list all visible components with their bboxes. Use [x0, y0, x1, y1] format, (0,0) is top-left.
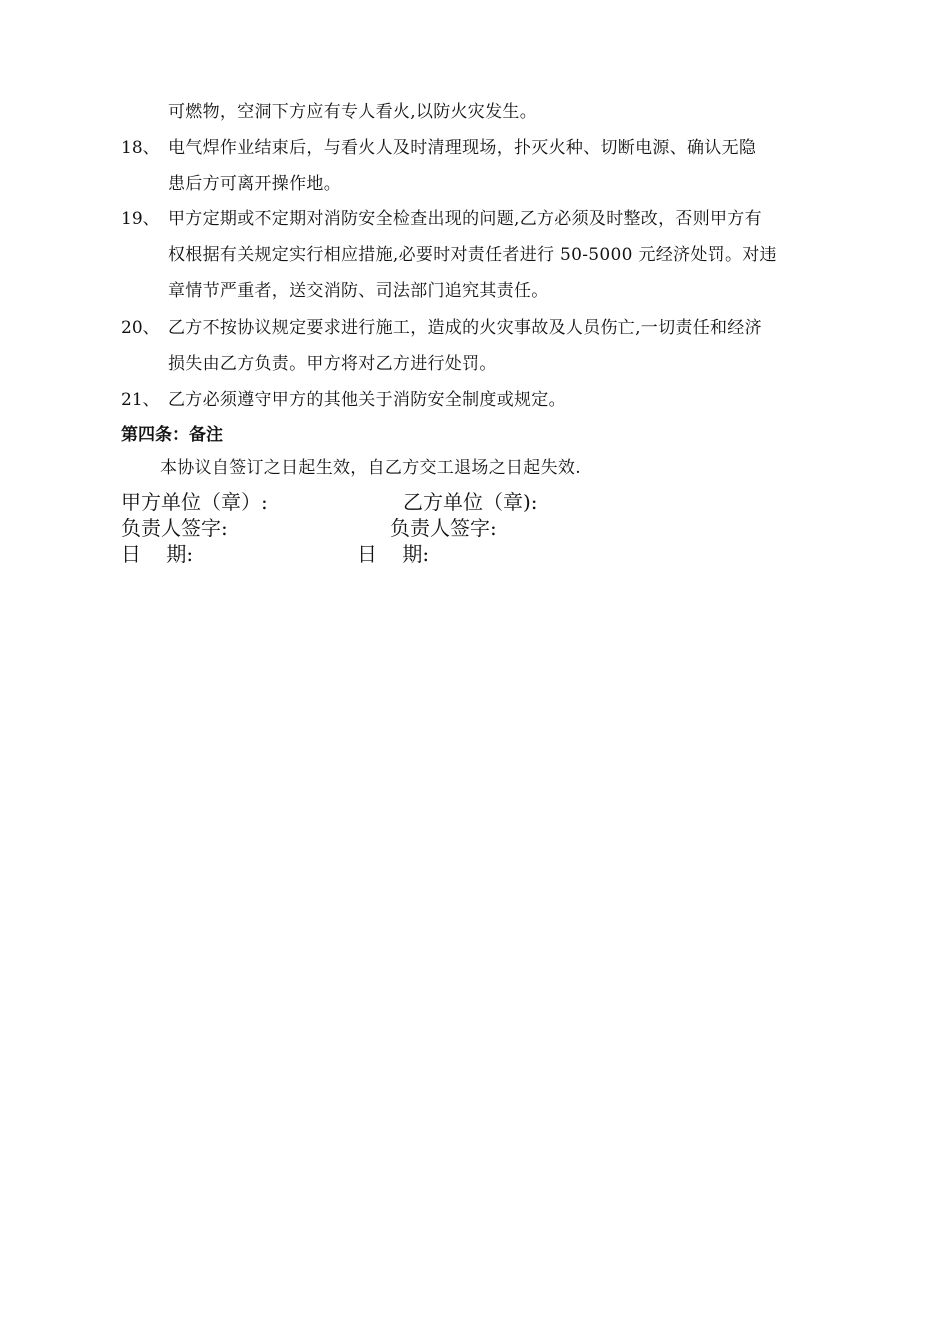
section-4-text: 本协议自签订之日起生效，自乙方交工退场之日起失效. — [160, 458, 581, 478]
item-20-line-1: 乙方不按协议规定要求进行施工，造成的火灾事故及人员伤亡,一切责任和经济 — [168, 318, 762, 338]
item-20-number: 20、 — [121, 318, 160, 338]
party-b-signature-label: 负责人签字: — [390, 516, 497, 540]
item-17-line-3: 可燃物，空洞下方应有专人看火,以防火灾发生。 — [168, 102, 538, 122]
item-18-line-2: 患后方可离开操作地。 — [168, 174, 341, 194]
item-20-line-2: 损失由乙方负责。甲方将对乙方进行处罚。 — [168, 354, 497, 374]
item-19-line-2: 权根据有关规定实行相应措施,必要时对责任者进行 50-5000 元经济处罚。对违 — [168, 245, 777, 265]
item-18-line-1: 电气焊作业结束后，与看火人及时清理现场，扑灭火种、切断电源、确认无隐 — [168, 138, 757, 158]
item-21-line-1: 乙方必须遵守甲方的其他关于消防安全制度或规定。 — [168, 390, 566, 410]
item-19-line-1: 甲方定期或不定期对消防安全检查出现的问题,乙方必须及时整改，否则甲方有 — [168, 209, 762, 229]
item-19-line-3: 章情节严重者，送交消防、司法部门追究其责任。 — [168, 281, 549, 301]
party-a-signature-label: 负责人签字: — [121, 516, 228, 540]
item-19-number: 19、 — [121, 209, 160, 229]
party-b-unit-label: 乙方单位（章): — [403, 490, 538, 514]
item-21-number: 21、 — [121, 390, 160, 410]
section-4-heading: 第四条：备注 — [121, 425, 223, 445]
item-18-number: 18、 — [121, 138, 160, 158]
party-b-date-label: 日 期: — [357, 542, 430, 566]
party-a-unit-label: 甲方单位（章）: — [121, 490, 268, 514]
party-a-date-label: 日 期: — [121, 542, 194, 566]
